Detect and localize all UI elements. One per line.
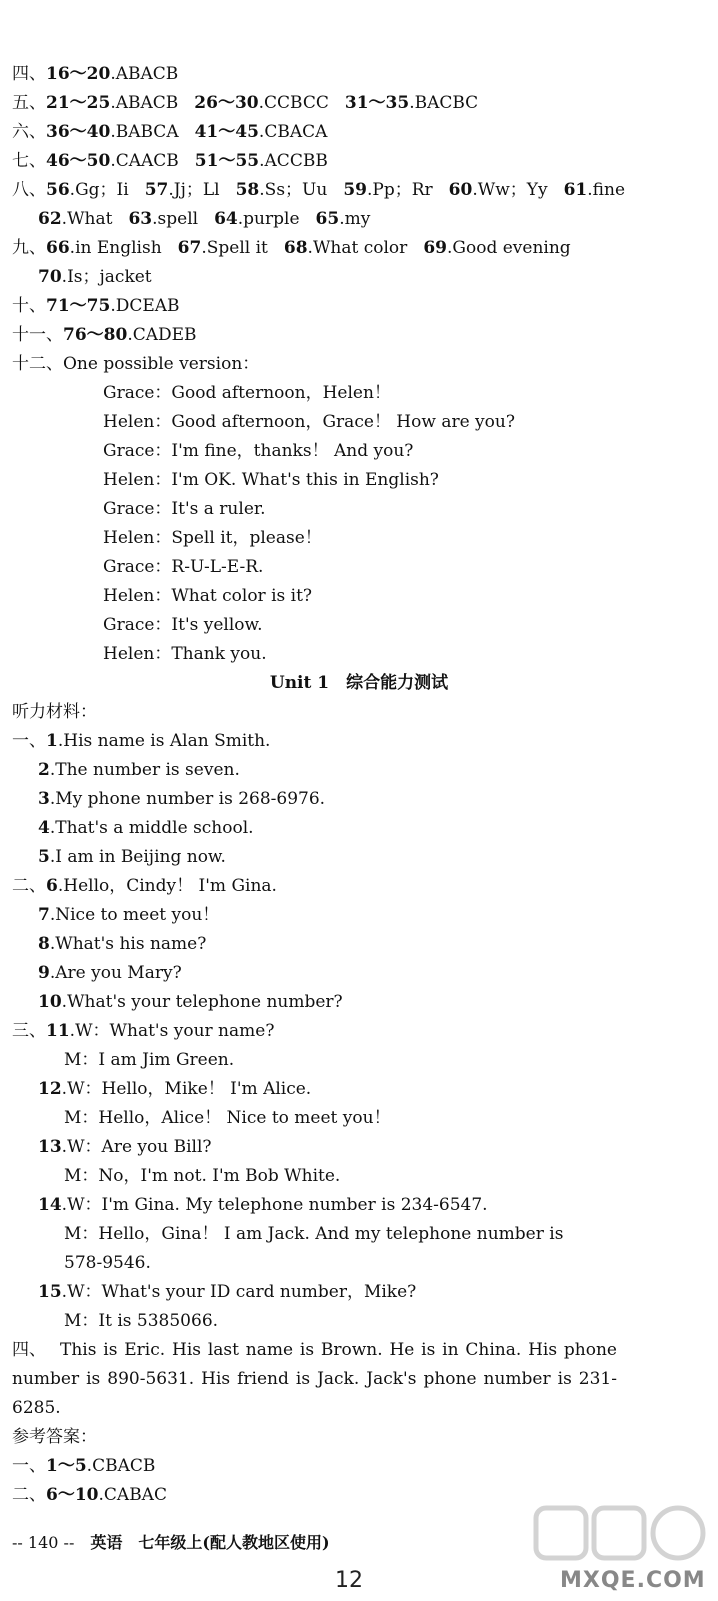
section-label: 九、 xyxy=(12,238,46,258)
question-number: 9 xyxy=(38,963,50,983)
answer-text: .Good evening xyxy=(446,238,571,258)
listening-item xyxy=(38,785,710,814)
listening-item xyxy=(38,1075,710,1104)
question-number: 7 xyxy=(38,905,50,925)
answer-line-s12 xyxy=(12,350,710,379)
question-number: 60 xyxy=(448,180,473,200)
answer-key: .CAACB xyxy=(110,151,179,171)
section-label: 七、 xyxy=(12,151,46,171)
listening-item xyxy=(38,1133,710,1162)
speaker-m-line: M：I am Jim Green. xyxy=(64,1050,235,1070)
listening-item xyxy=(38,988,710,1017)
dialogue-line: Grace：It's a ruler. xyxy=(103,499,266,519)
section-label: 六、 xyxy=(12,122,46,142)
question-number: 4 xyxy=(38,818,50,838)
answer-text: .Is；jacket xyxy=(61,267,152,287)
listening-paragraph: This is Eric. His last name is Brown. He is in China. His phone number is 890-5631. His friend is Jack. Jack's phone number is 231-6285. xyxy=(12,1340,617,1418)
question-number: 67 xyxy=(177,238,202,258)
dialogue-line: Grace：R-U-L-E-R. xyxy=(103,557,264,577)
listening-item xyxy=(38,1191,710,1220)
answer-line-s6 xyxy=(12,118,710,147)
answer-text: .purple xyxy=(237,209,300,229)
listening-text: .His name is Alan Smith. xyxy=(57,731,271,751)
dialogue-line: Grace：I'm fine，thanks！ And you? xyxy=(103,441,414,461)
question-number: 5 xyxy=(38,847,50,867)
speaker-w-line: .W：Are you Bill? xyxy=(61,1137,212,1157)
reference-label: 参考答案： xyxy=(12,1427,97,1447)
question-range: 71～75 xyxy=(46,296,111,316)
question-number: 15 xyxy=(38,1282,62,1302)
question-number: 59 xyxy=(343,180,367,200)
listening-item xyxy=(38,930,710,959)
speaker-m-line: 578-9546. xyxy=(64,1253,151,1273)
speaker-w-line: .W：What's your name? xyxy=(69,1021,275,1041)
section-label: 十一、 xyxy=(12,325,63,345)
question-range: 46～50 xyxy=(46,151,111,171)
section-label: 五、 xyxy=(12,93,46,113)
section-label: 四、 xyxy=(12,64,46,84)
answer-line-s11 xyxy=(12,321,710,350)
question-number: 66 xyxy=(46,238,70,258)
answer-text: .Jj；Ll xyxy=(168,180,220,200)
section-label: 二、 xyxy=(12,1485,46,1505)
speaker-m-line: M：It is 5385066. xyxy=(64,1311,219,1331)
question-range: 51～55 xyxy=(194,151,260,171)
answer-text: .in English xyxy=(69,238,162,258)
listening-text: .Are you Mary? xyxy=(49,963,182,983)
dialogue-line: Helen：Thank you. xyxy=(103,644,267,664)
answer-text: .Ss；Uu xyxy=(259,180,328,200)
listening-item xyxy=(12,727,710,756)
question-range: 36～40 xyxy=(46,122,111,142)
answer-text: .Spell it xyxy=(201,238,268,258)
answer-text: .Ww；Yy xyxy=(472,180,548,200)
answer-key: .BACBC xyxy=(409,93,479,113)
question-number: 13 xyxy=(38,1137,62,1157)
question-number: 3 xyxy=(38,789,50,809)
dialogue-line: Grace：It's yellow. xyxy=(103,615,263,635)
listening-label: 听力材料： xyxy=(12,702,97,722)
speaker-w-line: .W：Hello，Mike！ I'm Alice. xyxy=(61,1079,312,1099)
speaker-w-line: .W：What's your ID card number，Mike? xyxy=(61,1282,417,1302)
listening-text: .The number is seven. xyxy=(49,760,240,780)
listening-text: .I am in Beijing now. xyxy=(49,847,226,867)
watermark-text: MXQE.COM xyxy=(560,1568,706,1593)
section-label: 十、 xyxy=(12,296,46,316)
listening-item xyxy=(38,901,710,930)
answer-text: .Pp；Rr xyxy=(367,180,433,200)
question-range: 41～45 xyxy=(194,122,259,142)
question-number: 6 xyxy=(46,876,58,896)
listening-text: .Hello，Cindy！ I'm Gina. xyxy=(57,876,277,896)
listening-item xyxy=(38,1278,710,1307)
answer-key: .CBACB xyxy=(86,1456,156,1476)
speaker-m-line: M：No，I'm not. I'm Bob White. xyxy=(64,1166,341,1186)
question-number: 1 xyxy=(46,731,58,751)
speaker-w-line: .W：I'm Gina. My telephone number is 234-6547. xyxy=(61,1195,488,1215)
question-number: 63 xyxy=(128,209,153,229)
listening-item xyxy=(12,1017,710,1046)
answer-text: .my xyxy=(339,209,371,229)
listening-item xyxy=(38,756,710,785)
question-number: 57 xyxy=(144,180,169,200)
question-number: 56 xyxy=(46,180,70,200)
dialogue-line: Grace：Good afternoon，Helen！ xyxy=(103,383,391,403)
question-number: 68 xyxy=(283,238,308,258)
answer-key: .BABCA xyxy=(110,122,179,142)
listening-text: .Nice to meet you！ xyxy=(49,905,220,925)
question-number: 2 xyxy=(38,760,50,780)
question-number: 65 xyxy=(315,209,340,229)
answer-line-s9 xyxy=(12,234,710,263)
question-range: 6～10 xyxy=(46,1485,99,1505)
section-label: 一、 xyxy=(12,731,46,751)
section-label: 三、 xyxy=(12,1021,46,1041)
listening-text: .What's your telephone number? xyxy=(61,992,343,1012)
page-footer: -- 140 -- 英语 七年级上(配人教地区使用) xyxy=(12,1533,330,1552)
question-range: 76～80 xyxy=(63,325,128,345)
listening-item xyxy=(12,872,710,901)
question-number: 8 xyxy=(38,934,50,954)
reference-line xyxy=(12,1452,710,1481)
question-range: 31～35 xyxy=(344,93,410,113)
question-number: 11 xyxy=(46,1021,70,1041)
question-number: 64 xyxy=(214,209,238,229)
answer-text: .Gg；Ii xyxy=(69,180,129,200)
answer-key: .CABAC xyxy=(98,1485,167,1505)
answer-text: .spell xyxy=(152,209,199,229)
question-range: 26～30 xyxy=(194,93,259,113)
answer-text: .What color xyxy=(307,238,408,258)
footer-subject: 英语 xyxy=(90,1533,123,1552)
answer-line-s8 xyxy=(12,176,710,205)
speaker-m-line: M：Hello，Gina！ I am Jack. And my telephone number is xyxy=(64,1224,564,1244)
answer-key: .ACCBB xyxy=(259,151,328,171)
listening-text: .That's a middle school. xyxy=(49,818,254,838)
listening-text: .My phone number is 268-6976. xyxy=(49,789,326,809)
answer-key: .CCBCC xyxy=(258,93,329,113)
section-label: 四、 xyxy=(12,1340,46,1360)
listening-text: .What's his name? xyxy=(49,934,207,954)
answer-key: .CADEB xyxy=(127,325,197,345)
question-number: 70 xyxy=(38,267,62,287)
question-number: 69 xyxy=(423,238,447,258)
dialogue-line: Helen：I'm OK. What's this in English? xyxy=(103,470,439,490)
answer-key: .DCEAB xyxy=(110,296,180,316)
page-number: 140 xyxy=(27,1533,59,1552)
question-range: 1～5 xyxy=(46,1456,87,1476)
dialogue-line: Helen：Good afternoon，Grace！ How are you? xyxy=(103,412,515,432)
answer-line-s9-cont xyxy=(38,263,710,292)
answer-line-s4 xyxy=(12,60,710,89)
question-number: 14 xyxy=(38,1195,62,1215)
section-label: 十二、One possible version： xyxy=(12,354,260,374)
section-label: 八、 xyxy=(12,180,46,200)
listening-item xyxy=(38,814,710,843)
speaker-m-line: M：Hello，Alice！ Nice to meet you！ xyxy=(64,1108,391,1128)
question-number: 62 xyxy=(38,209,62,229)
question-number: 58 xyxy=(235,180,260,200)
listening-item xyxy=(38,959,710,988)
answer-key: .CBACA xyxy=(258,122,328,142)
footer-grade: 七年级上(配人教地区使用) xyxy=(138,1533,330,1552)
section-label: 二、 xyxy=(12,876,46,896)
question-range: 16～20 xyxy=(46,64,111,84)
dialogue-line: Helen：What color is it? xyxy=(103,586,313,606)
question-range: 21～25 xyxy=(46,93,111,113)
handwritten-page-number: 12 xyxy=(335,1568,363,1593)
question-number: 10 xyxy=(38,992,62,1012)
answer-line-s8-cont xyxy=(38,205,710,234)
unit-title: Unit 1 综合能力测试 xyxy=(269,673,449,693)
question-number: 61 xyxy=(563,180,588,200)
section-label: 一、 xyxy=(12,1456,46,1476)
dialogue-line: Helen：Spell it，please！ xyxy=(103,528,322,548)
answer-key: .ABACB xyxy=(110,64,179,84)
answer-text: .What xyxy=(61,209,113,229)
answer-line-s7 xyxy=(12,147,710,176)
answer-text: .fine xyxy=(587,180,626,200)
answer-line-s10 xyxy=(12,292,710,321)
answer-line-s5 xyxy=(12,89,710,118)
answer-key: .ABACB xyxy=(110,93,179,113)
question-number: 12 xyxy=(38,1079,62,1099)
listening-item xyxy=(38,843,710,872)
